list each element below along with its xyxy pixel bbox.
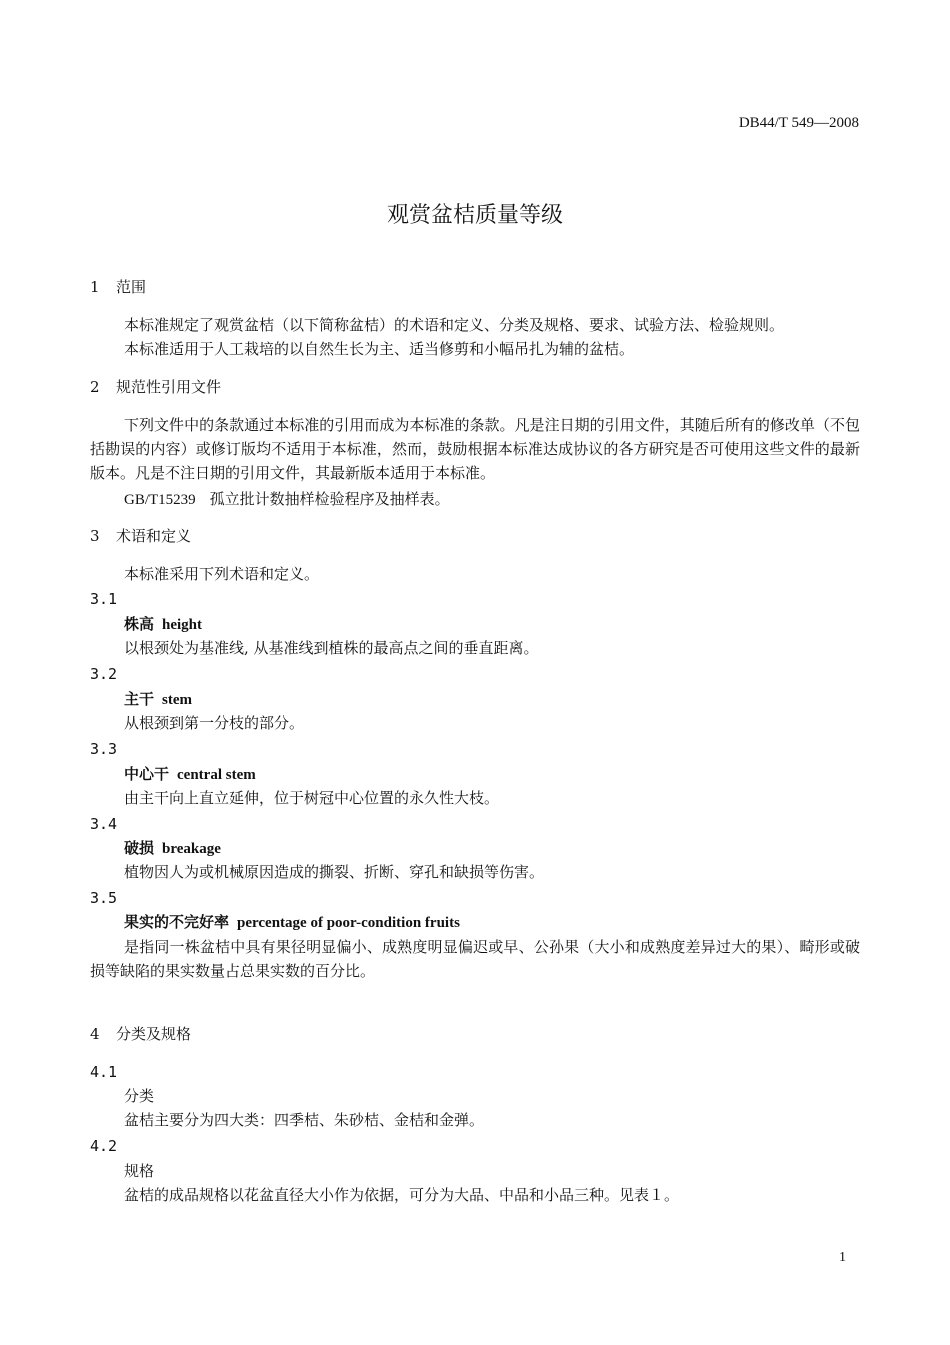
term-chinese: 果实的不完好率 xyxy=(124,913,230,931)
section-title: 术语和定义 xyxy=(116,527,192,545)
term-english: height xyxy=(162,617,203,633)
term-number: 3.5 xyxy=(90,889,118,907)
section-number: 2 xyxy=(90,378,100,396)
scope-paragraph-1: 本标准规定了观赏盆桔（以下简称盆桔）的术语和定义、分类及规格、要求、试验方法、检验规则。 xyxy=(124,316,785,334)
reference-item xyxy=(124,488,450,511)
term-chinese: 破损 xyxy=(124,839,155,857)
term-english: central stem xyxy=(177,767,256,783)
clause-number: 4.1 xyxy=(90,1063,118,1081)
term-title xyxy=(124,911,460,934)
term-chinese: 株高 xyxy=(124,615,155,633)
terms-intro: 本标准采用下列术语和定义。 xyxy=(124,565,320,583)
section-title: 分类及规格 xyxy=(116,1025,192,1043)
term-definition: 是指同一株盆桔中具有果径明显偏小、成熟度明显偏迟或早、公孙果（大小和成熟度差异过大的果）、畸形或破损等缺陷的果实数量占总果实数的百分比。 xyxy=(90,938,860,980)
term-number: 3.3 xyxy=(90,740,118,758)
section-title: 规范性引用文件 xyxy=(116,378,222,396)
term-definition: 由主干向上直立延伸，位于树冠中心位置的永久性大枝。 xyxy=(124,789,500,807)
document-title: 观赏盆桔质量等级 xyxy=(386,203,563,228)
term-definition: 以根颈处为基准线, 从基准线到植株的最高点之间的垂直距离。 xyxy=(124,639,539,657)
section-number: 1 xyxy=(90,278,100,296)
term-english: percentage of poor-condition fruits xyxy=(237,915,460,931)
page-number: 1 xyxy=(839,1250,846,1265)
standard-code: DB44/T 549—2008 xyxy=(738,115,859,131)
clause-text: 盆桔主要分为四大类：四季桔、朱砂桔、金桔和金弹。 xyxy=(124,1111,485,1129)
term-title xyxy=(124,688,192,711)
term-number: 3.2 xyxy=(90,665,118,683)
clause-number: 4.2 xyxy=(90,1137,118,1155)
reference-title: 孤立批计数抽样检验程序及抽样表。 xyxy=(209,490,450,508)
section-number: 3 xyxy=(90,527,100,545)
term-english: stem xyxy=(162,692,193,708)
term-definition: 从根颈到第一分枝的部分。 xyxy=(124,714,305,732)
clause-title: 分类 xyxy=(124,1087,155,1105)
section-2-heading xyxy=(90,376,221,398)
clause-text: 盆桔的成品规格以花盆直径大小作为依据，可分为大品、中品和小品三种。见表１。 xyxy=(124,1186,680,1204)
scope-paragraph-2: 本标准适用于人工栽培的以自然生长为主、适当修剪和小幅吊扎为辅的盆桔。 xyxy=(124,340,635,358)
term-number: 3.1 xyxy=(90,590,118,608)
section-title: 范围 xyxy=(116,278,147,296)
term-chinese: 主干 xyxy=(124,690,155,708)
term-chinese: 中心干 xyxy=(124,765,170,783)
term-definition: 植物因人为或机械原因造成的撕裂、折断、穿孔和缺损等伤害。 xyxy=(124,863,545,881)
normative-references-paragraph: 下列文件中的条款通过本标准的引用而成为本标准的条款。凡是注日期的引用文件，其随后所有的修改单（不包括勘误的内容）或修订版均不适用于本标准，然而，鼓励根据本标准达成协议的各方研究是否可使用这些文件的最新版本。凡是不注日期的引用文件，其最新版本适用于本标准。 xyxy=(90,416,860,482)
clause-title: 规格 xyxy=(124,1162,155,1180)
term-english: breakage xyxy=(162,841,221,857)
reference-code: GB/T15239 xyxy=(124,492,196,508)
term-title xyxy=(124,837,221,860)
section-4-heading xyxy=(90,1023,191,1045)
section-number: 4 xyxy=(90,1025,100,1043)
term-number: 3.4 xyxy=(90,815,118,833)
section-1-heading xyxy=(90,276,146,298)
term-title xyxy=(124,763,256,786)
term-title xyxy=(124,613,202,636)
section-3-heading xyxy=(90,525,191,547)
